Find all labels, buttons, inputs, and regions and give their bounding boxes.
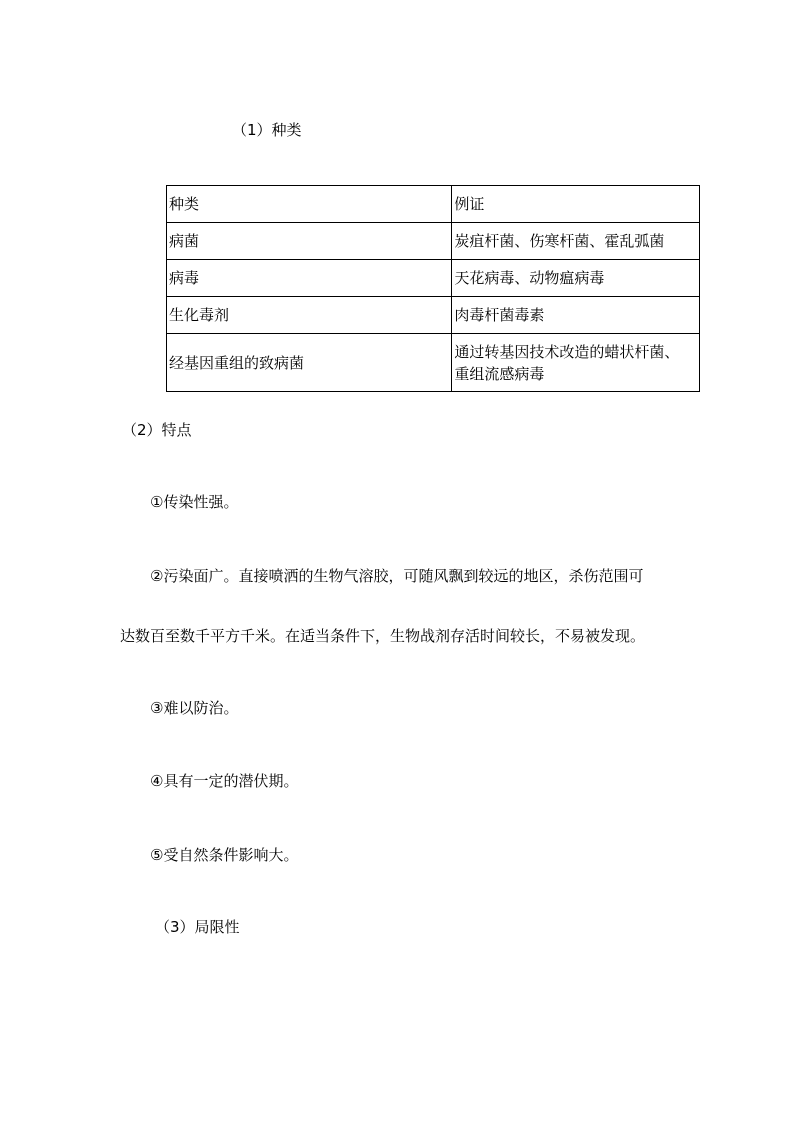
table-cell-example bbox=[452, 334, 700, 392]
table-header-row bbox=[167, 186, 700, 223]
table-header-cell: 例证 bbox=[452, 186, 700, 223]
feature-item-continuation: 达数百至数千平方千米。在适当条件下，生物战剂存活时间较长，不易被发现。 bbox=[120, 627, 646, 645]
feature-item: ④具有一定的潜伏期。 bbox=[150, 772, 299, 790]
table-cell-example-line: 通过转基因技术改造的蜡状杆菌、 bbox=[454, 342, 680, 361]
table-cell-type: 经基因重组的致病菌 bbox=[167, 334, 452, 392]
table-header-cell: 种类 bbox=[167, 186, 452, 223]
table-cell-example-line: 重组流感病毒 bbox=[454, 364, 545, 383]
table-cell-example: 肉毒杆菌毒素 bbox=[452, 297, 700, 334]
feature-item: ⑤受自然条件影响大。 bbox=[150, 846, 299, 864]
section-heading-features: （2）特点 bbox=[122, 421, 192, 439]
table-cell-example: 炭疽杆菌、伤寒杆菌、霍乱弧菌 bbox=[452, 223, 700, 260]
table-cell-type: 生化毒剂 bbox=[167, 297, 452, 334]
types-table bbox=[166, 185, 700, 392]
table-row bbox=[167, 334, 700, 392]
table-cell-type: 病菌 bbox=[167, 223, 452, 260]
section-heading-types: （1）种类 bbox=[232, 121, 302, 139]
section-heading-limitations: （3）局限性 bbox=[155, 918, 240, 936]
table-cell-example: 天花病毒、动物瘟病毒 bbox=[452, 260, 700, 297]
feature-item: ③难以防治。 bbox=[150, 699, 239, 717]
table-row bbox=[167, 297, 700, 334]
feature-item: ②污染面广。直接喷洒的生物气溶胶，可随风飘到较远的地区，杀伤范围可 bbox=[150, 567, 644, 585]
table-row bbox=[167, 223, 700, 260]
table-cell-type: 病毒 bbox=[167, 260, 452, 297]
table-row bbox=[167, 260, 700, 297]
feature-item: ①传染性强。 bbox=[150, 493, 239, 511]
